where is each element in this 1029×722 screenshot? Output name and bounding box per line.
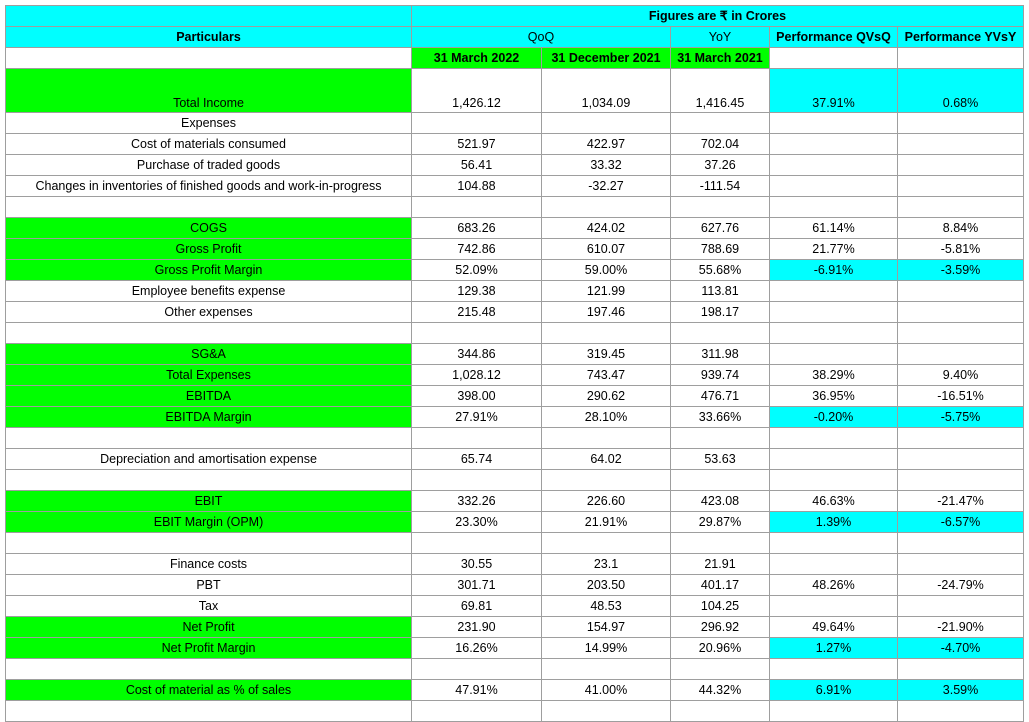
row-label: EBIT Margin (OPM): [6, 512, 412, 533]
cell-perf-qvsq: [770, 470, 898, 491]
cell-mar22: [412, 701, 542, 722]
table-row: [6, 491, 1024, 512]
table-row: [6, 554, 1024, 575]
cell-dec21: 743.47: [542, 365, 671, 386]
cell-mar22: 1,426.12: [412, 69, 542, 113]
cell-mar22: 344.86: [412, 344, 542, 365]
cell-dec21: 422.97: [542, 134, 671, 155]
cell-mar22: [412, 113, 542, 134]
table-row: [6, 323, 1024, 344]
col-mar22-header: 31 March 2022: [412, 48, 542, 69]
yoy-header: YoY: [671, 27, 770, 48]
cell-mar22: [412, 533, 542, 554]
cell-mar21: 55.68%: [671, 260, 770, 281]
cell-mar22: 16.26%: [412, 638, 542, 659]
cell-mar21: 44.32%: [671, 680, 770, 701]
cell-mar21: 401.17: [671, 575, 770, 596]
cell-mar22: [412, 323, 542, 344]
cell-perf-yvsy: -3.59%: [898, 260, 1024, 281]
cell-perf-qvsq: 6.91%: [770, 680, 898, 701]
row-label: [6, 701, 412, 722]
table-row: [6, 113, 1024, 134]
cell-mar21: 33.66%: [671, 407, 770, 428]
cell-perf-qvsq: [770, 323, 898, 344]
row-label: [6, 323, 412, 344]
table-row: [6, 659, 1024, 680]
cell-mar21: 423.08: [671, 491, 770, 512]
col-dec21-header: 31 December 2021: [542, 48, 671, 69]
row-label: COGS: [6, 218, 412, 239]
table-row: [6, 512, 1024, 533]
cell-perf-yvsy: [898, 554, 1024, 575]
cell-mar22: 27.91%: [412, 407, 542, 428]
cell-mar22: 742.86: [412, 239, 542, 260]
cell-perf-qvsq: [770, 197, 898, 218]
row-label: [6, 470, 412, 491]
cell-perf-yvsy: [898, 701, 1024, 722]
table-row: [6, 239, 1024, 260]
table-row: [6, 302, 1024, 323]
cell-mar21: 702.04: [671, 134, 770, 155]
cell-dec21: [542, 197, 671, 218]
cell-perf-qvsq: 48.26%: [770, 575, 898, 596]
table-row: [6, 575, 1024, 596]
cell-perf-qvsq: [770, 134, 898, 155]
cell-mar21: 198.17: [671, 302, 770, 323]
cell-perf-qvsq: 37.91%: [770, 69, 898, 113]
row-label: Gross Profit: [6, 239, 412, 260]
cell-perf-yvsy: -21.47%: [898, 491, 1024, 512]
cell-mar21: 53.63: [671, 449, 770, 470]
cell-mar22: 521.97: [412, 134, 542, 155]
row-label: [6, 428, 412, 449]
cell-perf-yvsy: [898, 281, 1024, 302]
cell-dec21: 1,034.09: [542, 69, 671, 113]
table-row: [6, 701, 1024, 722]
cell-perf-yvsy: 8.84%: [898, 218, 1024, 239]
cell-dec21: [542, 428, 671, 449]
cell-mar21: 113.81: [671, 281, 770, 302]
cell-dec21: 23.1: [542, 554, 671, 575]
table-row: [6, 596, 1024, 617]
cell-perf-yvsy: [898, 533, 1024, 554]
cell-perf-qvsq: [770, 449, 898, 470]
cell-dec21: 203.50: [542, 575, 671, 596]
cell-mar22: 56.41: [412, 155, 542, 176]
table-row: [6, 386, 1024, 407]
cell-perf-yvsy: 3.59%: [898, 680, 1024, 701]
cell-perf-qvsq: -6.91%: [770, 260, 898, 281]
table-row: [6, 449, 1024, 470]
cell-perf-yvsy: [898, 596, 1024, 617]
header-row-dates: [6, 48, 1024, 69]
cell-perf-qvsq: 36.95%: [770, 386, 898, 407]
row-label: EBIT: [6, 491, 412, 512]
cell-dec21: -32.27: [542, 176, 671, 197]
cell-perf-qvsq: [770, 554, 898, 575]
cell-perf-yvsy: 9.40%: [898, 365, 1024, 386]
cell-mar21: 627.76: [671, 218, 770, 239]
header-cell: [898, 48, 1024, 69]
table-row: [6, 533, 1024, 554]
cell-mar22: 332.26: [412, 491, 542, 512]
row-label: EBITDA: [6, 386, 412, 407]
cell-perf-qvsq: [770, 344, 898, 365]
cell-mar21: [671, 323, 770, 344]
cell-mar22: 683.26: [412, 218, 542, 239]
cell-mar21: 788.69: [671, 239, 770, 260]
cell-dec21: 21.91%: [542, 512, 671, 533]
cell-mar21: 104.25: [671, 596, 770, 617]
cell-perf-qvsq: 49.64%: [770, 617, 898, 638]
cell-perf-qvsq: [770, 596, 898, 617]
cell-dec21: 59.00%: [542, 260, 671, 281]
table-row: [6, 176, 1024, 197]
cell-mar22: 104.88: [412, 176, 542, 197]
row-label: EBITDA Margin: [6, 407, 412, 428]
cell-perf-qvsq: 46.63%: [770, 491, 898, 512]
row-label: [6, 659, 412, 680]
cell-mar22: [412, 428, 542, 449]
header-row-groups: [6, 27, 1024, 48]
table-row: [6, 407, 1024, 428]
cell-perf-yvsy: -4.70%: [898, 638, 1024, 659]
figures-note: Figures are ₹ in Crores: [412, 6, 1024, 27]
cell-mar22: 398.00: [412, 386, 542, 407]
perf-yvsy-header: Performance YVsY: [898, 27, 1024, 48]
row-label: Net Profit: [6, 617, 412, 638]
header-row-units: [6, 6, 1024, 27]
cell-perf-yvsy: -21.90%: [898, 617, 1024, 638]
cell-perf-yvsy: [898, 113, 1024, 134]
row-label: Changes in inventories of finished goods and work-in-progress: [6, 176, 412, 197]
cell-perf-qvsq: [770, 701, 898, 722]
cell-perf-yvsy: -16.51%: [898, 386, 1024, 407]
header-cell: [770, 48, 898, 69]
cell-mar22: 69.81: [412, 596, 542, 617]
table-row: [6, 365, 1024, 386]
cell-mar22: 215.48: [412, 302, 542, 323]
table-row: [6, 218, 1024, 239]
cell-perf-qvsq: [770, 428, 898, 449]
table-row: [6, 680, 1024, 701]
header-cell: [6, 6, 412, 27]
cell-mar21: 939.74: [671, 365, 770, 386]
col-mar21-header: 31 March 2021: [671, 48, 770, 69]
cell-mar22: 52.09%: [412, 260, 542, 281]
table-row: [6, 134, 1024, 155]
cell-mar21: [671, 470, 770, 491]
cell-dec21: 48.53: [542, 596, 671, 617]
row-label: Gross Profit Margin: [6, 260, 412, 281]
table-row: [6, 428, 1024, 449]
cell-mar22: 65.74: [412, 449, 542, 470]
cell-perf-yvsy: -24.79%: [898, 575, 1024, 596]
cell-mar22: 47.91%: [412, 680, 542, 701]
table-row: [6, 344, 1024, 365]
row-label: SG&A: [6, 344, 412, 365]
cell-perf-qvsq: 61.14%: [770, 218, 898, 239]
cell-perf-yvsy: [898, 134, 1024, 155]
financial-table: [5, 5, 1024, 722]
cell-perf-yvsy: -5.75%: [898, 407, 1024, 428]
cell-dec21: 28.10%: [542, 407, 671, 428]
cell-mar22: 231.90: [412, 617, 542, 638]
perf-qvsq-header: Performance QVsQ: [770, 27, 898, 48]
cell-perf-qvsq: 38.29%: [770, 365, 898, 386]
row-label: [6, 197, 412, 218]
cell-perf-yvsy: [898, 449, 1024, 470]
cell-perf-qvsq: 1.39%: [770, 512, 898, 533]
cell-perf-yvsy: [898, 344, 1024, 365]
row-label: Net Profit Margin: [6, 638, 412, 659]
cell-perf-yvsy: [898, 470, 1024, 491]
cell-perf-yvsy: [898, 428, 1024, 449]
cell-dec21: 424.02: [542, 218, 671, 239]
cell-dec21: [542, 659, 671, 680]
cell-perf-yvsy: -5.81%: [898, 239, 1024, 260]
cell-mar21: 20.96%: [671, 638, 770, 659]
cell-dec21: 290.62: [542, 386, 671, 407]
cell-mar22: 301.71: [412, 575, 542, 596]
cell-mar22: [412, 659, 542, 680]
cell-mar21: 1,416.45: [671, 69, 770, 113]
row-label: Employee benefits expense: [6, 281, 412, 302]
cell-mar21: 37.26: [671, 155, 770, 176]
table-row: [6, 281, 1024, 302]
particulars-header: Particulars: [6, 27, 412, 48]
cell-perf-yvsy: [898, 155, 1024, 176]
cell-dec21: [542, 113, 671, 134]
cell-perf-qvsq: 1.27%: [770, 638, 898, 659]
cell-dec21: [542, 701, 671, 722]
cell-mar21: 296.92: [671, 617, 770, 638]
cell-perf-yvsy: [898, 176, 1024, 197]
cell-dec21: 154.97: [542, 617, 671, 638]
cell-dec21: 33.32: [542, 155, 671, 176]
row-label: Total Expenses: [6, 365, 412, 386]
cell-mar21: 311.98: [671, 344, 770, 365]
cell-perf-qvsq: [770, 533, 898, 554]
cell-perf-qvsq: [770, 302, 898, 323]
cell-mar21: 476.71: [671, 386, 770, 407]
cell-perf-yvsy: -6.57%: [898, 512, 1024, 533]
cell-mar22: 30.55: [412, 554, 542, 575]
cell-dec21: 226.60: [542, 491, 671, 512]
table-row: [6, 69, 1024, 113]
cell-mar21: [671, 428, 770, 449]
cell-perf-qvsq: [770, 176, 898, 197]
row-label: Total Income: [6, 69, 412, 113]
cell-dec21: 121.99: [542, 281, 671, 302]
cell-perf-qvsq: -0.20%: [770, 407, 898, 428]
cell-dec21: [542, 470, 671, 491]
row-label: Expenses: [6, 113, 412, 134]
cell-dec21: 14.99%: [542, 638, 671, 659]
table-row: [6, 197, 1024, 218]
cell-dec21: 319.45: [542, 344, 671, 365]
table-row: [6, 260, 1024, 281]
cell-mar21: [671, 701, 770, 722]
cell-perf-yvsy: [898, 659, 1024, 680]
row-label: Cost of material as % of sales: [6, 680, 412, 701]
cell-mar21: [671, 659, 770, 680]
cell-mar21: -111.54: [671, 176, 770, 197]
row-label: Other expenses: [6, 302, 412, 323]
table-row: [6, 638, 1024, 659]
cell-dec21: 64.02: [542, 449, 671, 470]
cell-mar22: [412, 470, 542, 491]
cell-mar21: 21.91: [671, 554, 770, 575]
cell-dec21: [542, 323, 671, 344]
cell-mar22: [412, 197, 542, 218]
cell-perf-qvsq: 21.77%: [770, 239, 898, 260]
cell-dec21: [542, 533, 671, 554]
cell-perf-yvsy: [898, 323, 1024, 344]
row-label: Purchase of traded goods: [6, 155, 412, 176]
cell-mar22: 1,028.12: [412, 365, 542, 386]
cell-dec21: 41.00%: [542, 680, 671, 701]
cell-mar21: [671, 533, 770, 554]
row-label: [6, 533, 412, 554]
cell-perf-yvsy: [898, 197, 1024, 218]
qoq-header: QoQ: [412, 27, 671, 48]
cell-perf-yvsy: 0.68%: [898, 69, 1024, 113]
row-label: Finance costs: [6, 554, 412, 575]
cell-mar21: 29.87%: [671, 512, 770, 533]
cell-mar22: 23.30%: [412, 512, 542, 533]
header-cell: [6, 48, 412, 69]
cell-dec21: 197.46: [542, 302, 671, 323]
cell-perf-qvsq: [770, 155, 898, 176]
table-row: [6, 617, 1024, 638]
table-row: [6, 155, 1024, 176]
row-label: PBT: [6, 575, 412, 596]
cell-perf-qvsq: [770, 113, 898, 134]
cell-perf-qvsq: [770, 659, 898, 680]
cell-perf-yvsy: [898, 302, 1024, 323]
cell-mar22: 129.38: [412, 281, 542, 302]
table-row: [6, 470, 1024, 491]
cell-mar21: [671, 113, 770, 134]
row-label: Tax: [6, 596, 412, 617]
cell-dec21: 610.07: [542, 239, 671, 260]
cell-mar21: [671, 197, 770, 218]
row-label: Cost of materials consumed: [6, 134, 412, 155]
cell-perf-qvsq: [770, 281, 898, 302]
row-label: Depreciation and amortisation expense: [6, 449, 412, 470]
